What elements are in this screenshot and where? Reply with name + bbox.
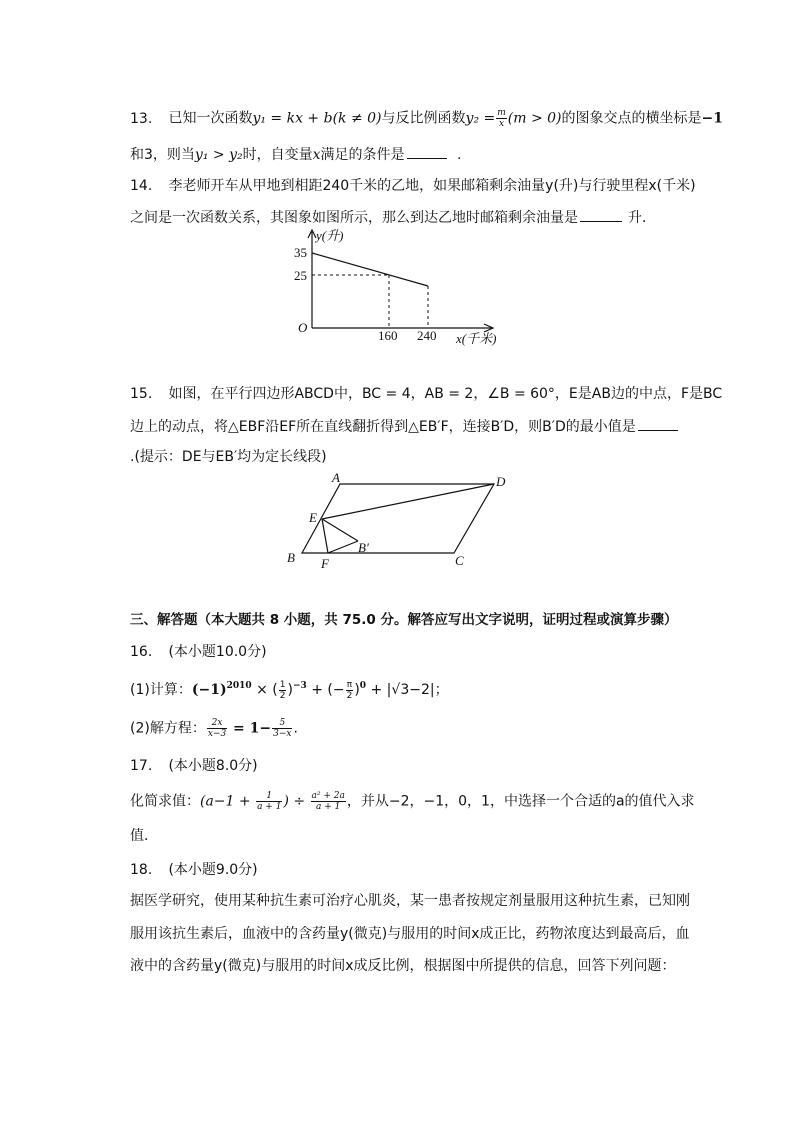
x-axis-label: x(千米) [456, 331, 497, 346]
q16-header [130, 642, 267, 662]
q13-condition: y₁ > y₂ [194, 147, 243, 163]
q16-score: (本小题10.0分) [168, 644, 267, 660]
q18-number: 18. [130, 862, 153, 878]
fuel-line [312, 253, 428, 286]
expr: ) [354, 682, 360, 698]
q18-line2 [130, 924, 690, 944]
section-heading [130, 610, 678, 630]
q15-text: 如图，在平行四边形ABCD中，BC = 4，AB = 2，∠B = 60°，E是AB边的中点，F是BC [168, 386, 723, 402]
tick-label-35: 35 [294, 245, 307, 260]
fraction: $\frac{2x}{x-3}$ [207, 718, 227, 739]
label-f: F [321, 556, 329, 571]
q13-line2 [130, 144, 461, 165]
exponent: 2010 [226, 681, 252, 691]
q15-number: 15. [130, 386, 153, 402]
q18-header [130, 860, 258, 880]
q13-text: 已知一次函数 [168, 110, 253, 127]
q14-fuel-graph [280, 226, 510, 352]
q15-hint: .(提示：DE与EB′均为定长线段) [130, 449, 327, 465]
segment-fb-prime [328, 541, 358, 553]
origin-label: O [298, 320, 308, 335]
q15-line2 [130, 416, 678, 437]
q16-part1-label: (1)计算： [130, 682, 192, 698]
q13-text: 满足的条件是 [320, 147, 405, 163]
q13-line1 [130, 108, 723, 129]
q16-part2 [130, 718, 298, 739]
q14-line1 [130, 176, 696, 196]
tick-label-240: 240 [417, 328, 437, 343]
segment-ed [322, 484, 494, 519]
q17-number: 17. [130, 758, 153, 774]
q18-text: 服用该抗生素后，血液中的含药量y(微克)与服用的时间x成正比，药物浓度达到最高后，血 [130, 926, 690, 942]
q18-line1 [130, 891, 690, 911]
q15-parallelogram-figure [282, 470, 522, 574]
q18-line3 [130, 956, 676, 976]
exponent: 0 [359, 681, 367, 691]
fraction: $\frac{1}{2}$ [279, 679, 286, 701]
q13-value: −1 [701, 110, 724, 127]
q14-text: 之间是一次函数关系，其图象如图所示，那么到达乙地时邮箱剩余油量是 [130, 210, 578, 226]
fraction: $\frac{5}{3-x}$ [273, 718, 292, 739]
q17-text: ，并从−2，−1，0，1，中选择一个合适的a的值代入求 [346, 793, 695, 810]
segment-ef [322, 519, 328, 553]
q14-line2 [130, 207, 656, 228]
label-e: E [309, 510, 317, 525]
q13-text: 时，自变量 [242, 147, 313, 163]
label-b-prime: B′ [358, 540, 369, 555]
expr: = 1− [228, 720, 272, 737]
q16-part1 [130, 676, 449, 701]
q13-end: . [456, 147, 462, 163]
q17-header [130, 756, 258, 776]
q13-text: 与反比例函数 [381, 110, 466, 127]
q18-text: 据医学研究，使用某种抗生素可治疗心肌炎，某一患者按规定剂量服用这种抗生素，已知刚 [130, 893, 690, 909]
parallelogram-abcd [302, 484, 494, 553]
q13-linear-func: y₁ = kx + b(k ≠ 0) [252, 110, 382, 127]
fraction: $\frac{1}{a + 1}$ [257, 791, 282, 812]
expr: (−1) [191, 682, 227, 698]
answer-blank[interactable] [407, 144, 447, 159]
tick-label-160: 160 [378, 328, 398, 343]
exponent: −3 [292, 681, 307, 691]
label-c: C [455, 553, 464, 568]
expr: (a−1 + [200, 793, 256, 810]
q18-score: (本小题9.0分) [168, 862, 258, 878]
q14-unit: 升． [628, 210, 656, 226]
q15-text: 边上的动点，将△EBF沿EF所在直线翻折得到△EB′F，连接B′D，则B′D的最小值是 [130, 419, 636, 435]
fraction: $\frac{\text{a² + 2a}}{a + 1}$ [311, 791, 345, 812]
q16-part2-label: (2)解方程： [130, 720, 206, 737]
fraction: $\frac{\pi}{2}$ [346, 679, 353, 701]
q13-inverse-cond: (m > 0) [507, 110, 562, 127]
q13-inverse-func: y₂ = [465, 110, 496, 127]
q13-fraction: $\frac{m}{x}$ [497, 108, 506, 129]
expr: + |√3−2|； [366, 682, 449, 698]
expr: + (− [306, 682, 345, 698]
expr: ) ÷ [283, 793, 310, 810]
expr: × ( [251, 682, 278, 698]
q16-number: 16. [130, 644, 153, 660]
q18-text: 液中的含药量y(微克)与服用的时间x成反比例，根据图中所提供的信息，回答下列问题： [130, 958, 676, 974]
answer-blank[interactable] [580, 207, 622, 222]
q17-score: (本小题8.0分) [168, 758, 258, 774]
q17-line2 [130, 826, 158, 846]
q13-number: 13. [130, 110, 153, 127]
q17-line1 [130, 791, 695, 812]
expr: ) [287, 682, 293, 698]
q13-variable: x [312, 147, 321, 163]
q14-text: 李老师开车从甲地到相距240千米的乙地，如果邮箱剩余油量y(升)与行驶里程x(千米) [168, 178, 696, 194]
q13-text: 和3，则当 [130, 147, 195, 163]
y-axis-label: y(升) [316, 228, 344, 243]
label-a: A [332, 470, 340, 485]
segment-eb-prime [322, 519, 358, 541]
q14-number: 14. [130, 178, 153, 194]
section-title: 三、解答题（本大题共 8 小题，共 75.0 分。解答应写出文字说明，证明过程或演算步骤） [130, 612, 678, 628]
q15-line3 [130, 447, 327, 467]
expr: . [293, 720, 298, 737]
tick-label-25: 25 [294, 268, 307, 283]
q17-label: 化简求值： [130, 793, 200, 810]
label-d: D [496, 474, 506, 489]
q17-text: 值． [130, 828, 158, 844]
answer-blank[interactable] [638, 416, 678, 431]
label-b: B [287, 550, 295, 565]
q13-text: 的图象交点的横坐标是 [561, 110, 702, 127]
q15-line1 [130, 384, 722, 404]
